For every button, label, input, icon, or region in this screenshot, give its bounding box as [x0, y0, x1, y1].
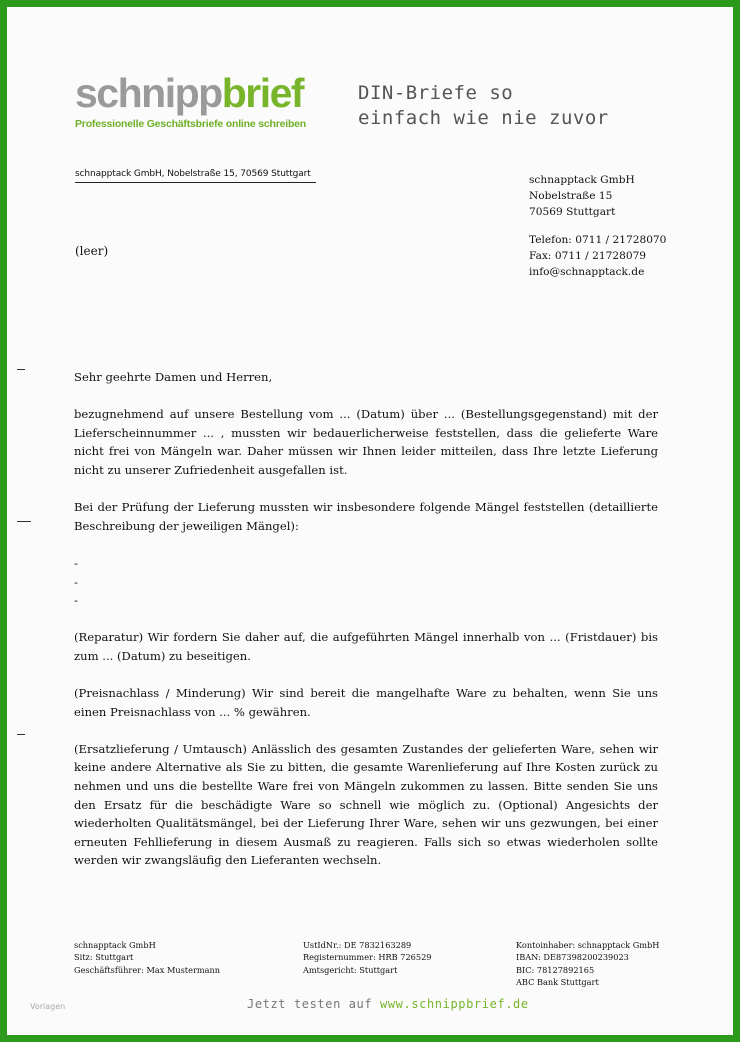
footer-line: IBAN: DE87398200239023 [516, 952, 629, 963]
footer-registration [303, 939, 432, 976]
footer-line: Kontoinhaber: schnapptack GmbH [516, 940, 660, 950]
footer-line: Amtsgericht: Stuttgart [303, 964, 398, 975]
letter-page [7, 7, 733, 1035]
recipient-address: (leer) [75, 244, 109, 258]
sender-phone: Telefon: 0711 / 21728070 [529, 234, 667, 246]
salutation: Sehr geehrte Damen und Herren, [74, 370, 273, 384]
defect-list-item: - [74, 555, 78, 570]
footer-line: schnapptack GmbH [74, 940, 156, 950]
slogan-line-1: DIN-Briefe so [358, 82, 514, 104]
cta-line [247, 997, 529, 1011]
sender-company: schnapptack GmbH [529, 174, 635, 186]
defect-list-item: - [74, 574, 78, 589]
footer-company [74, 939, 220, 976]
slogan-line-2: einfach wie nie zuvor [358, 107, 609, 129]
defect-list-item: - [74, 593, 78, 608]
logo-part-brief: brief [221, 70, 304, 116]
sender-fax: Fax: 0711 / 21728079 [529, 250, 647, 262]
sender-email: info@schnapptack.de [529, 266, 645, 278]
punch-mark [17, 521, 31, 522]
footer-line: UstIdNr.: DE 7832163289 [303, 940, 412, 950]
footer-bank [516, 939, 659, 989]
vorlagen-label: Vorlagen [30, 1002, 66, 1011]
logo-part-schnipp: schnipp [75, 70, 222, 116]
defect-list [74, 554, 658, 610]
footer-line: ABC Bank Stuttgart [516, 977, 599, 988]
logo-tagline: Professionelle Geschäftsbriefe online schreiben [75, 118, 307, 130]
cta-text: Jetzt testen auf [247, 997, 373, 1011]
footer-line: Geschäftsführer: Max Mustermann [74, 964, 221, 975]
body-paragraph-2: Bei der Prüfung der Lieferung mussten wir insbesondere folgende Mängel feststellen (detaillierte Beschreibung der jeweiligen Mängel): [74, 500, 658, 533]
body-paragraph-repair: (Reparatur) Wir fordern Sie daher auf, die aufgeführten Mängel innerhalb von ... (Fristdauer) bis zum ... (Datum) zu beseitigen. [74, 630, 658, 663]
schnippbrief-logo [75, 71, 303, 115]
body-paragraph-replacement: (Ersatzlieferung / Umtausch) Anlässlich des gesamten Zustandes der gelieferten Ware, sehen wir keine andere Alternative als Sie zu bitten, die gesamte Warenlieferung auf Ihre Kosten zurück zu nehmen und uns die bestellte Ware frei von Mängeln zukommen zu lassen. Bitte senden Sie uns den Ersatz für die beschädigte Ware so schnell wie möglich zu. (Optional) Angesichts der wiederholten Qualitätsmängel, bei der Lieferung Ihrer Ware, sehen wir uns gezwungen, bei einer erneuten Fehllieferung in diesem Ausmaß zu reagieren. Falls sich so etwas wiederholen sollte werden wir zwangsläufig den Lieferanten wechseln. [74, 741, 658, 868]
sender-block [529, 172, 666, 280]
slogan [358, 81, 609, 131]
body-paragraph-1: bezugnehmend auf unsere Bestellung vom ... (Datum) über ... (Bestellungsgegenstand) mit der Lieferscheinnummer ... , mussten wir bedauerlicherweise feststellen, dass die gelieferte Ware nicht frei von Mängeln war. Daher müssen wir Ihnen leider mitteilen, dass Ihre letzte Lieferung nicht zu unserer Zufriedenheit ausgefallen ist. [74, 407, 658, 477]
footer-line: Sitz: Stuttgart [74, 952, 134, 963]
fold-mark-top [17, 369, 25, 370]
body-paragraph-discount: (Preisnachlass / Minderung) Wir sind bereit die mangelhafte Ware zu behalten, wenn Sie uns einen Preisnachlass von ... % gewähren. [74, 686, 658, 719]
letter-body [74, 368, 658, 889]
footer-line: BIC: 78127892165 [516, 964, 595, 975]
sender-street: Nobelstraße 15 [529, 190, 613, 202]
return-address-line: schnapptack GmbH, Nobelstraße 15, 70569 Stuttgart [75, 169, 316, 183]
footer-line: Registernummer: HRB 726529 [303, 952, 432, 963]
fold-mark-bottom [17, 734, 25, 735]
cta-link[interactable]: www.schnippbrief.de [380, 997, 529, 1011]
sender-city: 70569 Stuttgart [529, 206, 616, 218]
